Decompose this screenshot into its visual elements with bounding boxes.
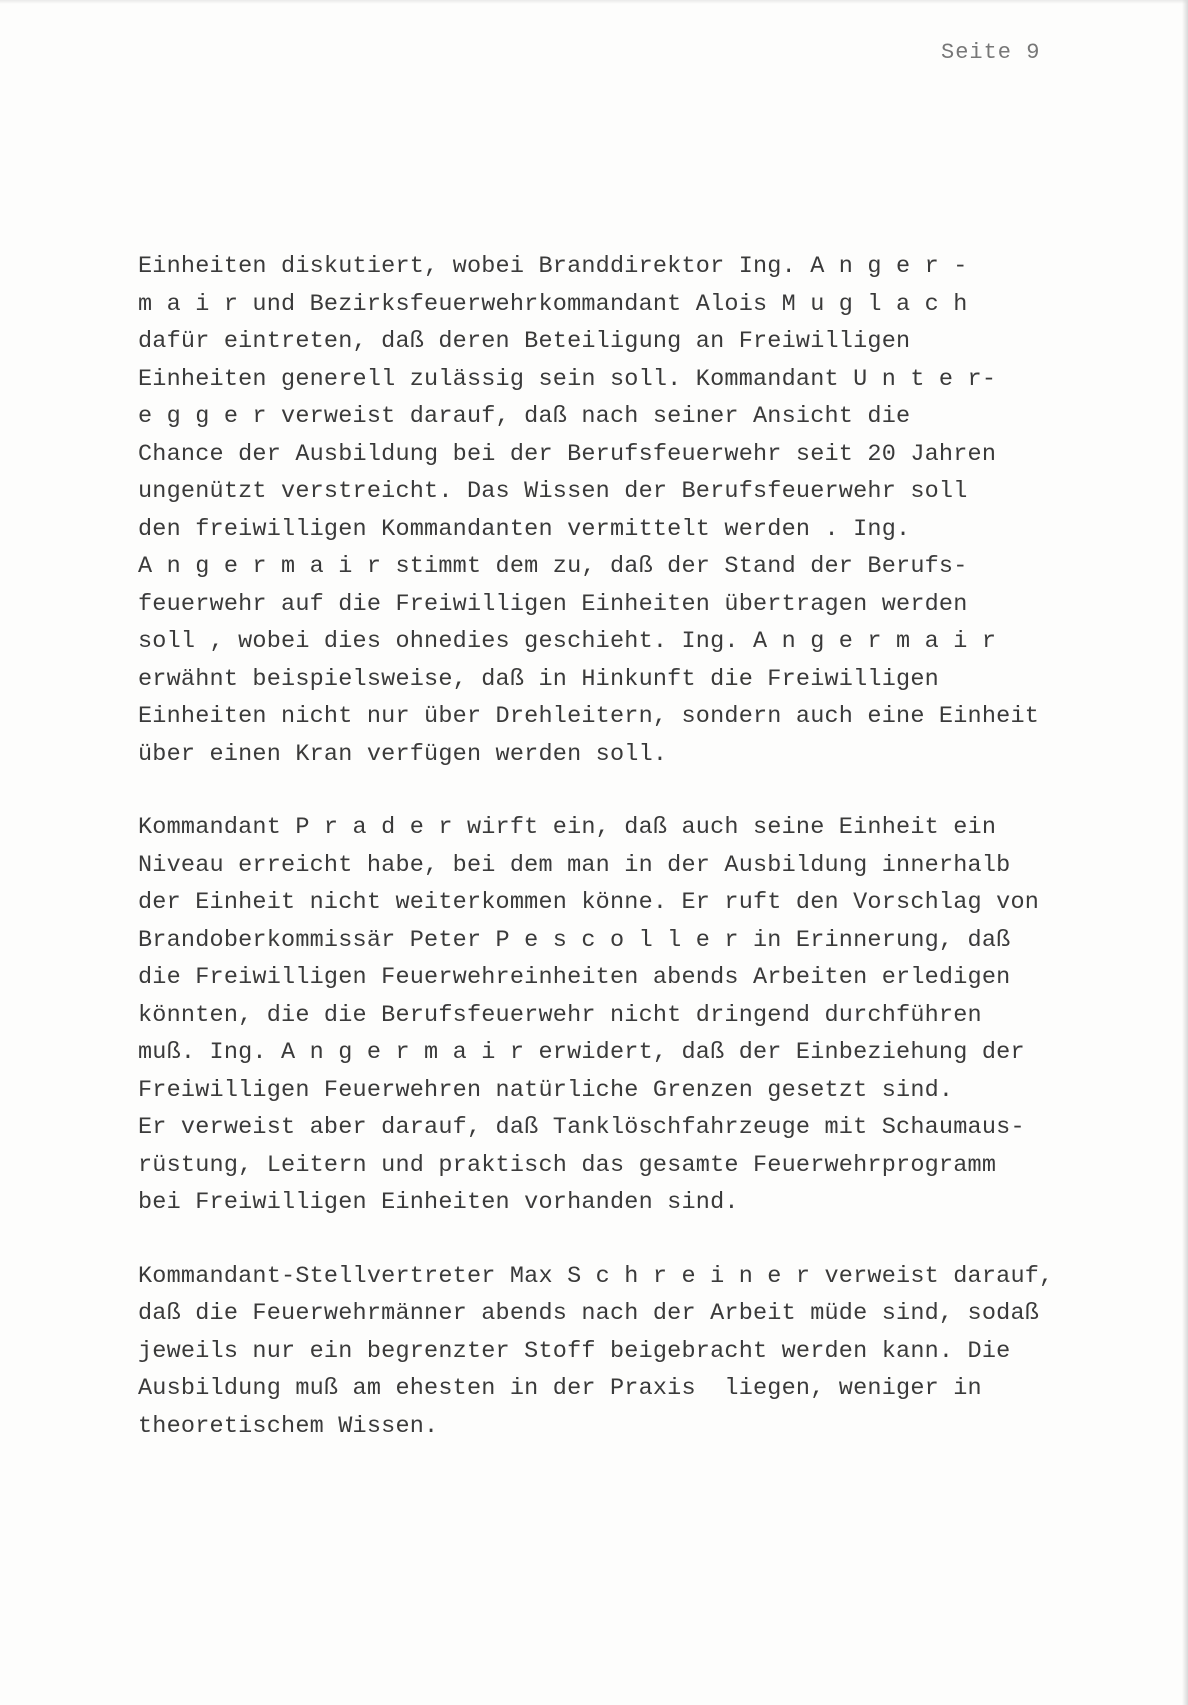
text-line: erwähnt beispielsweise, daß in Hinkunft die Freiwilligen xyxy=(138,665,939,693)
text-line: feuerwehr auf die Freiwilligen Einheiten übertragen werden xyxy=(138,590,968,618)
text-line: jeweils nur ein begrenzter Stoff beigebracht werden kann. Die xyxy=(138,1337,1011,1365)
text-line: Er verweist aber darauf, daß Tanklöschfahrzeuge mit Schaumaus- xyxy=(138,1114,1025,1141)
paragraph-3 xyxy=(138,1258,1098,1446)
text-line: rüstung, Leitern und praktisch das gesamte Feuerwehrprogramm xyxy=(138,1151,997,1179)
text-line: theoretischem Wissen. xyxy=(138,1412,439,1440)
text-line: Kommandant-Stellvertreter Max S c h r e i n e r verweist darauf, xyxy=(138,1262,1054,1290)
text-line: A n g e r m a i r stimmt dem zu, daß der Stand der Berufs- xyxy=(138,553,968,580)
text-line: der Einheit nicht weiterkommen könne. Er ruft den Vorschlag von xyxy=(138,889,1040,916)
page-right-edge xyxy=(1182,0,1188,1705)
text-line: m a i r und Bezirksfeuerwehrkommandant Alois M u g l a c h xyxy=(138,290,968,318)
text-line: Chance der Ausbildung bei der Berufsfeuerwehr seit 20 Jahren xyxy=(138,440,997,468)
text-line: die Freiwilligen Feuerwehreinheiten abends Arbeiten erledigen xyxy=(138,964,1011,991)
text-line: über einen Kran verfügen werden soll. xyxy=(138,740,668,768)
paragraph-1 xyxy=(138,248,1098,773)
text-line: e g g e r verweist darauf, daß nach seiner Ansicht die xyxy=(138,403,911,430)
text-line: Niveau erreicht habe, bei dem man in der Ausbildung innerhalb xyxy=(138,851,1011,879)
text-line: dafür eintreten, daß deren Beteiligung an Freiwilligen xyxy=(138,328,911,355)
text-line: könnten, die die Berufsfeuerwehr nicht dringend durchführen xyxy=(138,1001,982,1029)
text-line: Freiwilligen Feuerwehren natürliche Grenzen gesetzt sind. xyxy=(138,1076,954,1104)
text-line: Einheiten generell zulässig sein soll. Kommandant U n t e r- xyxy=(138,365,997,393)
body-text xyxy=(138,248,1098,1445)
text-line: ungenützt verstreicht. Das Wissen der Berufsfeuerwehr soll xyxy=(138,478,968,505)
text-line: Einheiten diskutiert, wobei Branddirektor Ing. A n g e r - xyxy=(138,253,968,280)
text-line: Brandoberkommissär Peter P e s c o l l e r in Erinnerung, daß xyxy=(138,926,1011,954)
text-line: bei Freiwilligen Einheiten vorhanden sind. xyxy=(138,1189,739,1216)
page-top-edge xyxy=(0,0,1188,4)
page-number: Seite 9 xyxy=(941,40,1041,65)
text-line: Kommandant P r a d e r wirft ein, daß auch seine Einheit ein xyxy=(138,814,997,841)
text-line: muß. Ing. A n g e r m a i r erwidert, daß der Einbeziehung der xyxy=(138,1039,1025,1066)
text-line: Ausbildung muß am ehesten in der Praxis liegen, weniger in xyxy=(138,1375,982,1402)
paragraph-2 xyxy=(138,809,1098,1222)
text-line: soll , wobei dies ohnedies geschieht. Ing. A n g e r m a i r xyxy=(138,628,997,655)
text-line: daß die Feuerwehrmänner abends nach der Arbeit müde sind, sodaß xyxy=(138,1300,1040,1327)
text-line: den freiwilligen Kommandanten vermittelt werden . Ing. xyxy=(138,515,911,543)
text-line: Einheiten nicht nur über Drehleitern, sondern auch eine Einheit xyxy=(138,703,1040,730)
